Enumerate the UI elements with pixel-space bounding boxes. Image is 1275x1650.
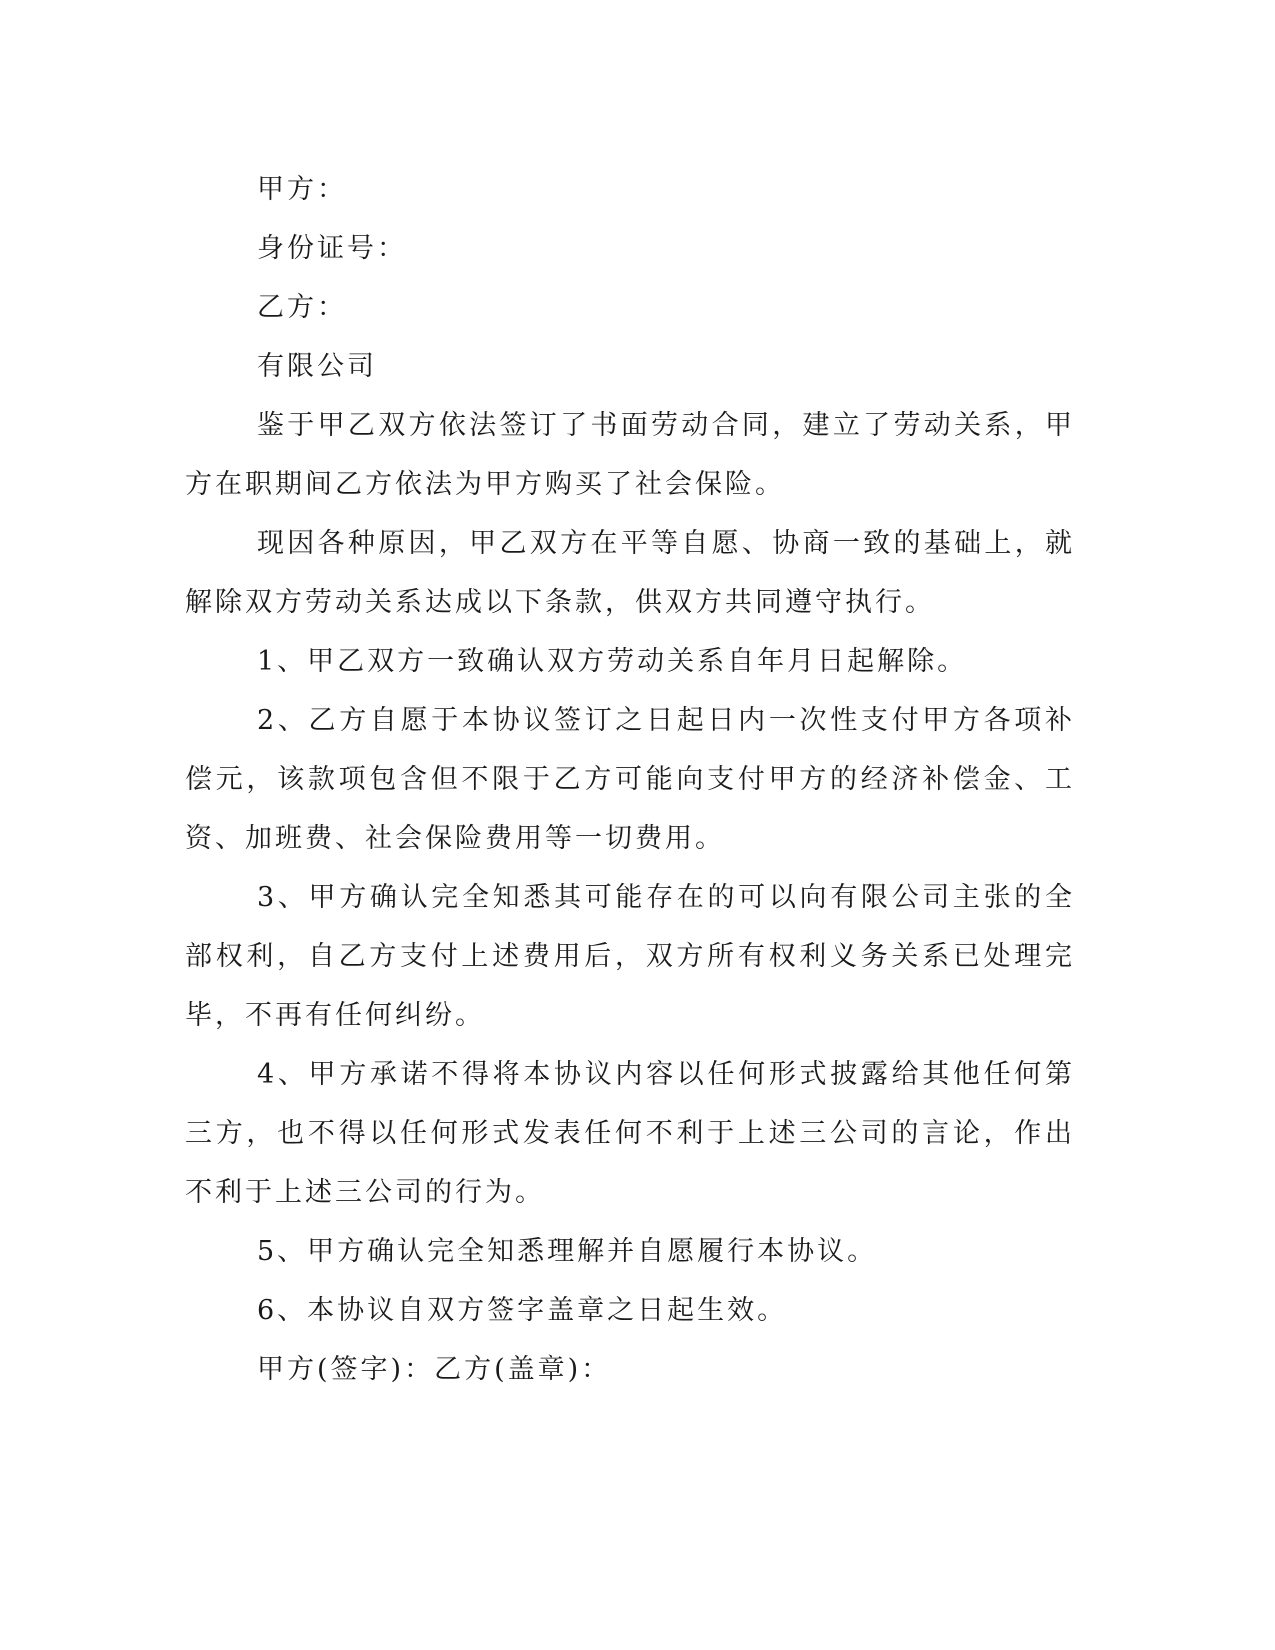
signature-line: 甲方(签字)：乙方(盖章)：: [257, 1354, 612, 1385]
clause-2: 2、乙方自愿于本协议签订之日起日内一次性支付甲方各项补偿元，该款项包含但不限于乙方可能向支付甲方的经济补偿金、工资、加班费、社会保险费用等一切费用。: [185, 705, 1075, 854]
party-a-label: 甲方：: [257, 174, 347, 205]
clause-1: 1、甲乙双方一致确认双方劳动关系自年月日起解除。: [257, 646, 968, 677]
id-number-label: 身份证号：: [257, 233, 407, 264]
company-name: 有限公司: [257, 351, 377, 382]
party-b-label: 乙方：: [257, 292, 347, 323]
clause-3: 3、甲方确认完全知悉其可能存在的可以向有限公司主张的全部权利，自乙方支付上述费用后，双方所有权利义务关系已处理完毕，不再有任何纠纷。: [185, 882, 1075, 1031]
clause-6: 6、本协议自双方签字盖章之日起生效。: [257, 1295, 788, 1326]
reason-paragraph: 现因各种原因，甲乙双方在平等自愿、协商一致的基础上，就解除双方劳动关系达成以下条款，供双方共同遵守执行。: [185, 528, 1075, 618]
preamble-paragraph: 鉴于甲乙双方依法签订了书面劳动合同，建立了劳动关系，甲方在职期间乙方依法为甲方购买了社会保险。: [185, 410, 1075, 500]
clause-4: 4、甲方承诺不得将本协议内容以任何形式披露给其他任何第三方，也不得以任何形式发表任何不利于上述三公司的言论，作出不利于上述三公司的行为。: [185, 1059, 1075, 1208]
clause-5: 5、甲方确认完全知悉理解并自愿履行本协议。: [257, 1236, 878, 1267]
document-body: [185, 160, 1075, 1399]
